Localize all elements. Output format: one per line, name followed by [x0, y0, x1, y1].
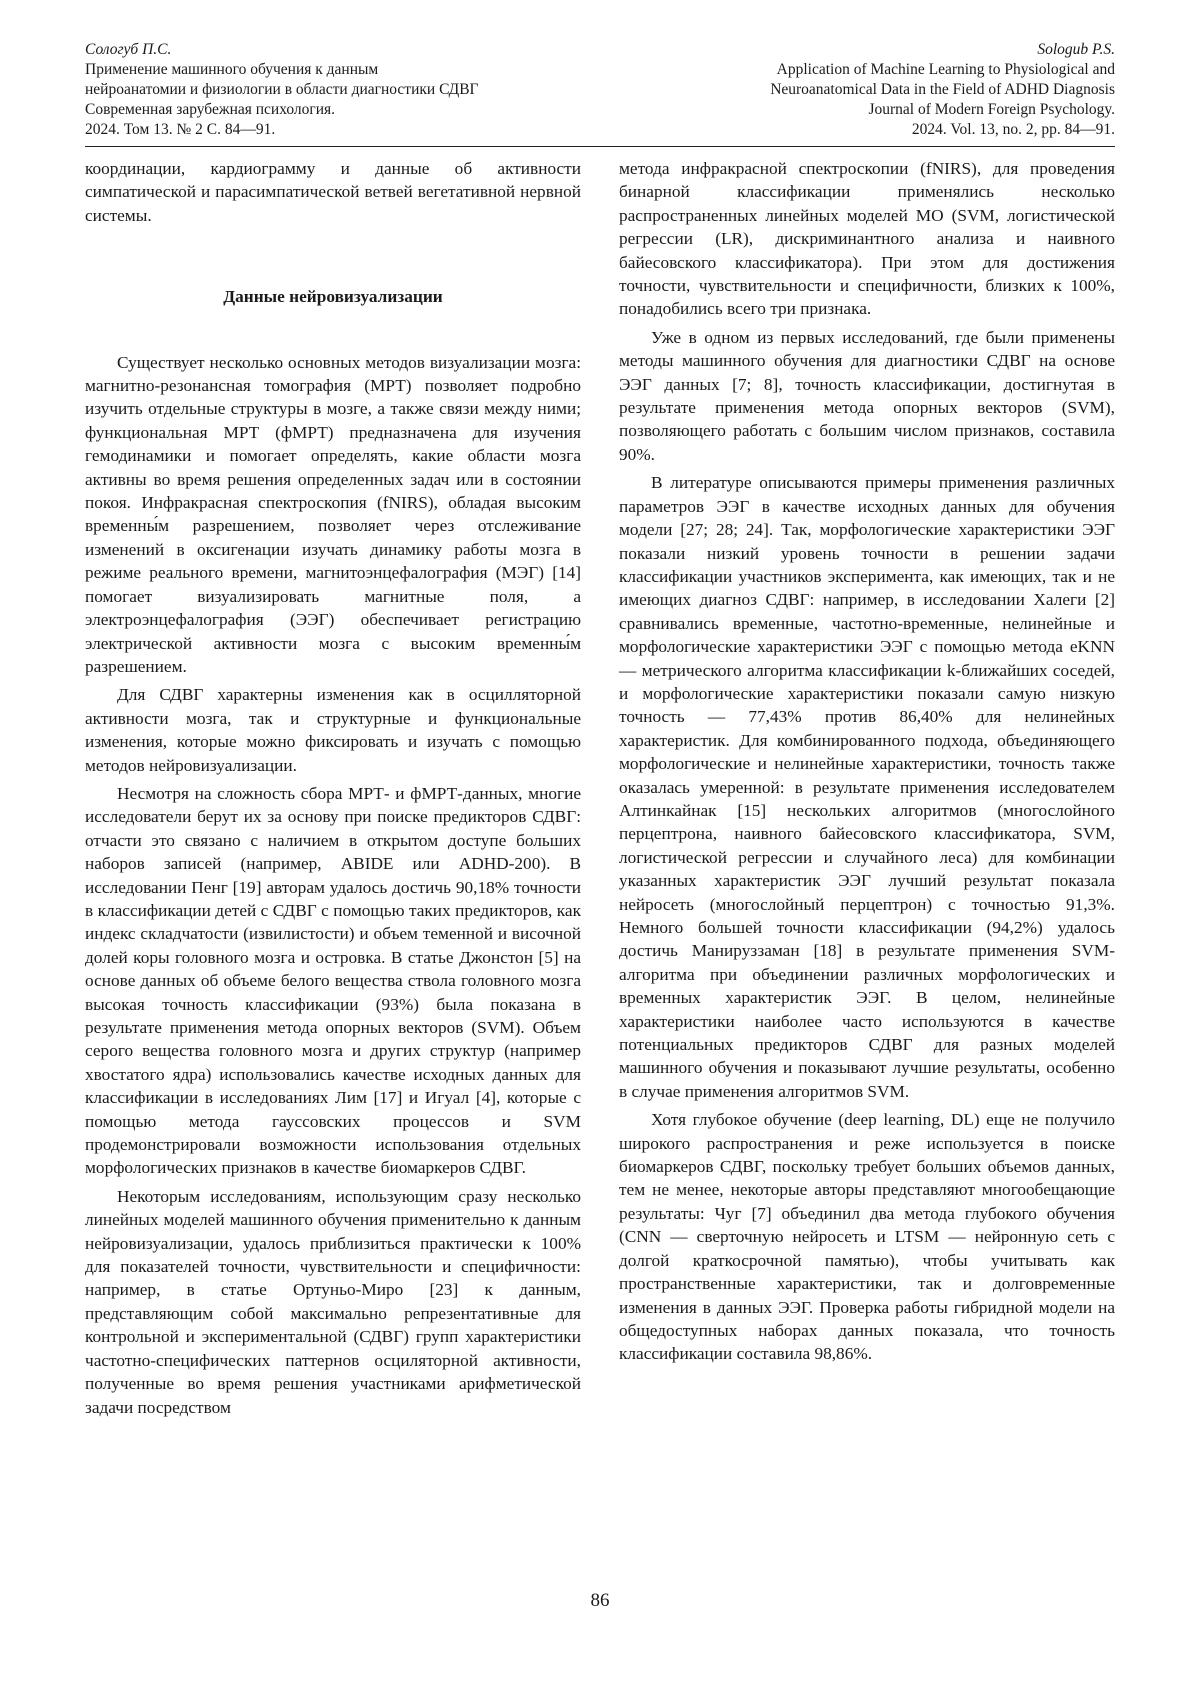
- right-paragraph-1: Уже в одном из первых исследований, где были применены методы машинного обучения для диагностики СДВГ на основе ЭЭГ данных [7; 8], точность классификации, достигнутая в результате применения метода опорных векторов (SVM), позволяющего работать с большим числом признаков, составила 90%.: [619, 327, 1115, 464]
- header-title-ru-line1: Применение машинного обучения к данным: [85, 61, 379, 78]
- header-title-ru-line2: нейроанатомии и физиологии в области диагностики СДВГ: [85, 81, 479, 98]
- header-author-ru: Сологуб П.С.: [85, 41, 172, 58]
- header-divider: [85, 146, 1115, 147]
- header-journal-en: Journal of Modern Foreign Psychology.: [868, 101, 1115, 118]
- left-paragraph-4: Некоторым исследованиям, использующим сразу несколько линейных моделей машинного обучения применительно к данным нейровизуализации, удалось приблизиться практически к 100% для показателей точности, чувствительности и специфичности: например, в статье Ортуньо-Миро [23] к данным, представляющим собой максимально репрезентативные для контрольной и экспериментальной (СДВГ) групп характеристики частотно-специфических паттернов осциляторной активности, полученные во время решения участниками арифметической задачи посредством: [85, 1186, 581, 1417]
- header-issue-ru: 2024. Том 13. № 2 С. 84—91.: [85, 121, 276, 138]
- right-continued-paragraph: метода инфракрасной спектроскопии (fNIRS), для проведения бинарной классификации применялись несколько распространенных линейных моделей МО (SVM, логистической регрессии (LR), дискриминантного анализа и наивного байесовского классификатора). При этом для достижения точности, чувствительности и специфичности, близких к 100%, понадобились всего три признака.: [619, 159, 1115, 319]
- left-paragraph-2: Для СДВГ характерны изменения как в осцилляторной активности мозга, так и структурные и функциональные изменения, которые можно фиксировать и изучать с помощью методов нейровизуализации.: [85, 685, 581, 775]
- header-title-en-line1: Application of Machine Learning to Physiological and: [776, 61, 1115, 78]
- header-journal-ru: Современная зарубежная психология.: [85, 101, 336, 118]
- left-continued-paragraph: координации, кардиограмму и данные об активности симпатической и парасимпатической ветвей вегетативной нервной системы.: [85, 159, 581, 225]
- page-number: 86: [590, 1590, 610, 1611]
- header-title-en-line2: Neuroanatomical Data in the Field of ADHD Diagnosis: [770, 81, 1115, 98]
- left-column: [85, 157, 581, 1419]
- right-paragraph-2: В литературе описываются примеры применения различных параметров ЭЭГ в качестве исходных данных для обучения модели [27; 28; 24]. Так, морфологические характеристики ЭЭГ показали низкий уровень точности в решении задачи классификации участников эксперимента, как имеющих, так и не имеющих диагноз СДВГ: например, в исследовании Халеги [2] сравнивались временные, частотно-временные, нелинейные и морфологические характеристики ЭЭГ с помощью метода eKNN — метрического алгоритма классификации k-ближайших соседей, и морфологические характеристики показали самую низкую точность — 77,43% против 86,40% для нелинейных характеристик. Для комбинированного подхода, объединяющего морфологические и нелинейные характеристики, точность также оказалась умеренной: в результате применения исследователем Алтинкайнак [15] нескольких алгоритмов (многослойного перцептрона, наивного байесовского классификатора, SVM, логистической регрессии и случайного леса) для комбинации указанных характеристик ЭЭГ лучший результат показала нейросеть (многослойный перцептрон) с точностью 91,3%. Немного большей точности классификации (94,2%) удалось достичь Манируззаман [18] в результате применения SVM-алгоритма при объединении различных морфологических и временных характеристик ЭЭГ. В целом, нелинейные характеристики наиболее часто используются в качестве потенциальных предикторов СДВГ для разных моделей машинного обучения и показывают лучшие результаты, особенно в случае применения алгоритмов SVM.: [619, 473, 1115, 1101]
- left-paragraph-3: Несмотря на сложность сбора МРТ- и фМРТ-данных, многие исследователи берут их за основу при поиске предикторов СДВГ: отчасти это связано с наличием в открытом доступе больших наборов записей (например, ABIDE или ADHD-200). В исследовании Пенг [19] авторам удалось достичь 90,18% точности в классификации детей с СДВГ с помощью таких предикторов, как индекс складчатости (извилистости) и объем теменной и височной долей коры головного мозга и островка. В статье Джонстон [5] на основе данных об объеме белого вещества ствола головного мозга высокая точность классификации (93%) была показана в результате применения метода опорных векторов (SVM). Объем серого вещества головного мозга и других структур (например хвостатого ядра) использовались качестве исходных данных для классификации в исследованиях Лим [17] и Игуал [4], которые с помощью метода гауссовских процессов и SVM продемонстрировали возможности использования отдельных морфологических признаков в качестве биомаркеров СДВГ.: [85, 783, 581, 1178]
- section-heading: Данные нейровизуализации: [223, 287, 443, 307]
- right-column: [619, 157, 1115, 1366]
- header-issue-en: 2024. Vol. 13, no. 2, pp. 84—91.: [911, 121, 1115, 138]
- running-header: [85, 40, 1115, 150]
- left-paragraph-1: Существует несколько основных методов визуализации мозга: магнитно-резонансная томография (МРТ) позволяет подробно изучить отдельные структуры в мозге, а также связи между ними; функциональная МРТ (фМРТ) предназначена для изучения гемодинамики и помогает определять, какие области мозга активны во время решения определенных задач или в состоянии покоя. Инфракрасная спектроскопия (fNIRS), обладая высоким временны́м разрешением, позволяет через отслеживание изменений в оксигенации изучать динамику работы мозга в режиме реального времени, магнитоэнцефалография (МЭГ) [14] помогает визуализировать магнитные поля, а электроэнцефалография (ЭЭГ) обеспечивает регистрацию электрической активности мозга с высоким временны́м разрешением.: [85, 352, 581, 676]
- header-author-en: Sologub P.S.: [1037, 41, 1115, 58]
- header-right-english: [595, 40, 1115, 140]
- header-left-russian: [85, 40, 605, 140]
- right-paragraph-3: Хотя глубокое обучение (deep learning, DL) еще не получило широкого распространения и реже используется в поиске биомаркеров СДВГ, поскольку требует больших объемов данных, тем не менее, некоторые авторы представляют многообещающие результаты: Чуг [7] объединил два метода глубокого обучения (CNN — сверточную нейросеть и LTSM — нейронную сеть с долгой краткосрочной памятью), чтобы учитывать как пространственные характеристики, так и долговременные изменения в данных ЭЭГ. Проверка работы гибридной модели на общедоступных наборах данных показала, что точность классификации составила 98,86%.: [619, 1110, 1115, 1364]
